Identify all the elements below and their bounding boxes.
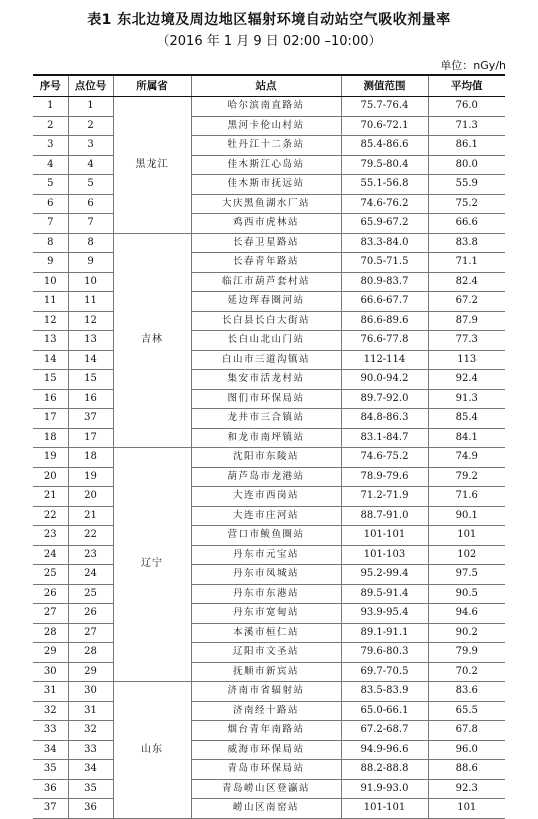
- cell-seq: 2: [33, 116, 68, 136]
- cell-range: 70.6-72.1: [341, 116, 428, 136]
- cell-seq: 3: [33, 136, 68, 156]
- cell-station: 崂山区南窑站: [191, 799, 341, 819]
- cell-station: 营口市鲅鱼圈站: [191, 526, 341, 546]
- table-row: [33, 97, 505, 117]
- cell-average: 101: [428, 526, 505, 546]
- cell-average: 71.3: [428, 116, 505, 136]
- cell-site: 1: [68, 97, 113, 117]
- cell-site: 31: [68, 701, 113, 721]
- cell-range: 76.6-77.8: [341, 331, 428, 351]
- cell-seq: 18: [33, 428, 68, 448]
- cell-average: 67.2: [428, 292, 505, 312]
- table-row: [33, 701, 505, 721]
- cell-range: 83.3-84.0: [341, 233, 428, 253]
- cell-seq: 4: [33, 155, 68, 175]
- cell-range: 65.9-67.2: [341, 214, 428, 234]
- cell-seq: 22: [33, 506, 68, 526]
- cell-average: 85.4: [428, 409, 505, 429]
- cell-seq: 16: [33, 389, 68, 409]
- cell-range: 74.6-75.2: [341, 448, 428, 468]
- cell-seq: 1: [33, 97, 68, 117]
- table-row: [33, 331, 505, 351]
- cell-average: 96.0: [428, 740, 505, 760]
- cell-range: 91.9-93.0: [341, 779, 428, 799]
- cell-site: 4: [68, 155, 113, 175]
- cell-seq: 25: [33, 565, 68, 585]
- cell-site: 33: [68, 740, 113, 760]
- cell-site: 17: [68, 428, 113, 448]
- cell-range: 86.6-89.6: [341, 311, 428, 331]
- cell-average: 82.4: [428, 272, 505, 292]
- table-row: [33, 662, 505, 682]
- cell-station: 丹东市宽甸站: [191, 604, 341, 624]
- cell-station: 济南经十路站: [191, 701, 341, 721]
- cell-average: 77.3: [428, 331, 505, 351]
- cell-station: 威海市环保局站: [191, 740, 341, 760]
- cell-seq: 23: [33, 526, 68, 546]
- table-row: [33, 545, 505, 565]
- cell-seq: 21: [33, 487, 68, 507]
- table-row: [33, 623, 505, 643]
- cell-station: 黑河卡伦山村站: [191, 116, 341, 136]
- cell-average: 92.3: [428, 779, 505, 799]
- cell-range: 90.0-94.2: [341, 370, 428, 390]
- cell-station: 白山市三道沟镇站: [191, 350, 341, 370]
- cell-site: 32: [68, 721, 113, 741]
- cell-range: 80.9-83.7: [341, 272, 428, 292]
- cell-site: 23: [68, 545, 113, 565]
- cell-province: 山东: [113, 682, 191, 819]
- cell-average: 76.0: [428, 97, 505, 117]
- table-title: 表1 东北边境及周边地区辐射环境自动站空气吸收剂量率: [87, 12, 451, 28]
- cell-site: 18: [68, 448, 113, 468]
- table-row: [33, 253, 505, 273]
- table-body: [33, 97, 505, 819]
- table-row: [33, 467, 505, 487]
- cell-seq: 8: [33, 233, 68, 253]
- cell-range: 79.6-80.3: [341, 643, 428, 663]
- table-row: [33, 584, 505, 604]
- cell-site: 34: [68, 760, 113, 780]
- cell-range: 89.5-91.4: [341, 584, 428, 604]
- cell-station: 丹东市元宝站: [191, 545, 341, 565]
- cell-station: 大庆黑鱼湖水厂站: [191, 194, 341, 214]
- cell-seq: 30: [33, 662, 68, 682]
- cell-seq: 15: [33, 370, 68, 390]
- table-row: [33, 214, 505, 234]
- table-row: [33, 565, 505, 585]
- cell-range: 85.4-86.6: [341, 136, 428, 156]
- cell-station: 青岛市环保局站: [191, 760, 341, 780]
- cell-station: 长白县长白大街站: [191, 311, 341, 331]
- cell-station: 长春青年路站: [191, 253, 341, 273]
- cell-range: 65.0-66.1: [341, 701, 428, 721]
- cell-seq: 7: [33, 214, 68, 234]
- table-row: [33, 292, 505, 312]
- cell-range: 95.2-99.4: [341, 565, 428, 585]
- table-row: [33, 428, 505, 448]
- cell-station: 辽阳市文圣站: [191, 643, 341, 663]
- cell-site: 24: [68, 565, 113, 585]
- cell-average: 79.2: [428, 467, 505, 487]
- cell-station: 丹东市东港站: [191, 584, 341, 604]
- cell-seq: 32: [33, 701, 68, 721]
- cell-seq: 26: [33, 584, 68, 604]
- table-row: [33, 389, 505, 409]
- cell-average: 80.0: [428, 155, 505, 175]
- cell-seq: 20: [33, 467, 68, 487]
- table-row: [33, 526, 505, 546]
- cell-range: 101-101: [341, 799, 428, 819]
- cell-station: 和龙市南坪镇站: [191, 428, 341, 448]
- cell-station: 丹东市凤城站: [191, 565, 341, 585]
- cell-average: 65.5: [428, 701, 505, 721]
- cell-seq: 14: [33, 350, 68, 370]
- cell-average: 88.6: [428, 760, 505, 780]
- header-site: 点位号: [68, 75, 113, 97]
- cell-station: 临江市葫芦套村站: [191, 272, 341, 292]
- cell-average: 102: [428, 545, 505, 565]
- cell-range: 101-101: [341, 526, 428, 546]
- cell-site: 30: [68, 682, 113, 702]
- table-row: [33, 721, 505, 741]
- cell-average: 79.9: [428, 643, 505, 663]
- cell-average: 90.5: [428, 584, 505, 604]
- table-row: [33, 233, 505, 253]
- cell-site: 22: [68, 526, 113, 546]
- table-row: [33, 604, 505, 624]
- cell-seq: 27: [33, 604, 68, 624]
- cell-site: 14: [68, 350, 113, 370]
- cell-range: 112-114: [341, 350, 428, 370]
- cell-site: 21: [68, 506, 113, 526]
- cell-range: 88.7-91.0: [341, 506, 428, 526]
- table-row: [33, 740, 505, 760]
- cell-site: 28: [68, 643, 113, 663]
- cell-site: 36: [68, 799, 113, 819]
- cell-average: 97.5: [428, 565, 505, 585]
- cell-station: 龙井市三合镇站: [191, 409, 341, 429]
- cell-station: 长白山北山门站: [191, 331, 341, 351]
- cell-site: 26: [68, 604, 113, 624]
- cell-range: 74.6-76.2: [341, 194, 428, 214]
- cell-range: 83.1-84.7: [341, 428, 428, 448]
- cell-average: 66.6: [428, 214, 505, 234]
- cell-average: 113: [428, 350, 505, 370]
- cell-seq: 29: [33, 643, 68, 663]
- cell-seq: 13: [33, 331, 68, 351]
- cell-seq: 11: [33, 292, 68, 312]
- cell-range: 83.5-83.9: [341, 682, 428, 702]
- table-row: [33, 175, 505, 195]
- table-row: [33, 136, 505, 156]
- header-seq: 序号: [33, 75, 68, 97]
- cell-station: 大连市庄河站: [191, 506, 341, 526]
- cell-site: 7: [68, 214, 113, 234]
- cell-range: 93.9-95.4: [341, 604, 428, 624]
- header-province: 所属省: [113, 75, 191, 97]
- cell-average: 87.9: [428, 311, 505, 331]
- cell-site: 35: [68, 779, 113, 799]
- header-range: 测值范围: [341, 75, 428, 97]
- cell-province: 吉林: [113, 233, 191, 448]
- cell-station: 大连市西岗站: [191, 487, 341, 507]
- cell-station: 牡丹江十二条站: [191, 136, 341, 156]
- table-row: [33, 272, 505, 292]
- cell-range: 78.9-79.6: [341, 467, 428, 487]
- cell-range: 75.7-76.4: [341, 97, 428, 117]
- cell-site: 29: [68, 662, 113, 682]
- cell-seq: 12: [33, 311, 68, 331]
- cell-station: 佳木斯江心岛站: [191, 155, 341, 175]
- cell-range: 67.2-68.7: [341, 721, 428, 741]
- cell-station: 本溪市桓仁站: [191, 623, 341, 643]
- table-row: [33, 506, 505, 526]
- cell-site: 5: [68, 175, 113, 195]
- table-row: [33, 643, 505, 663]
- cell-average: 101: [428, 799, 505, 819]
- cell-average: 71.6: [428, 487, 505, 507]
- cell-seq: 34: [33, 740, 68, 760]
- cell-range: 101-103: [341, 545, 428, 565]
- table-row: [33, 350, 505, 370]
- cell-site: 37: [68, 409, 113, 429]
- table-row: [33, 487, 505, 507]
- cell-station: 集安市活龙村站: [191, 370, 341, 390]
- table-row: [33, 311, 505, 331]
- cell-seq: 31: [33, 682, 68, 702]
- cell-site: 19: [68, 467, 113, 487]
- cell-average: 94.6: [428, 604, 505, 624]
- table-header-row: [33, 75, 505, 97]
- cell-site: 9: [68, 253, 113, 273]
- cell-range: 89.1-91.1: [341, 623, 428, 643]
- cell-station: 葫芦岛市龙港站: [191, 467, 341, 487]
- cell-site: 13: [68, 331, 113, 351]
- cell-site: 12: [68, 311, 113, 331]
- cell-seq: 35: [33, 760, 68, 780]
- cell-range: 71.2-71.9: [341, 487, 428, 507]
- cell-average: 83.6: [428, 682, 505, 702]
- cell-range: 69.7-70.5: [341, 662, 428, 682]
- header-average: 平均值: [428, 75, 505, 97]
- cell-seq: 10: [33, 272, 68, 292]
- cell-seq: 9: [33, 253, 68, 273]
- cell-station: 佳木斯市抚远站: [191, 175, 341, 195]
- cell-range: 84.8-86.3: [341, 409, 428, 429]
- cell-site: 10: [68, 272, 113, 292]
- table-row: [33, 448, 505, 468]
- cell-station: 烟台青年南路站: [191, 721, 341, 741]
- radiation-table: [33, 74, 505, 819]
- cell-range: 79.5-80.4: [341, 155, 428, 175]
- cell-average: 90.1: [428, 506, 505, 526]
- table-row: [33, 409, 505, 429]
- cell-average: 71.1: [428, 253, 505, 273]
- table-row: [33, 760, 505, 780]
- table-row: [33, 799, 505, 819]
- cell-seq: 24: [33, 545, 68, 565]
- cell-station: 济南市省辐射站: [191, 682, 341, 702]
- cell-site: 2: [68, 116, 113, 136]
- table-subtitle: （2016 年 1 月 9 日 02:00 –10:00）: [156, 34, 382, 49]
- cell-average: 67.8: [428, 721, 505, 741]
- cell-province: 黑龙江: [113, 97, 191, 234]
- cell-average: 90.2: [428, 623, 505, 643]
- cell-range: 89.7-92.0: [341, 389, 428, 409]
- cell-average: 75.2: [428, 194, 505, 214]
- cell-site: 25: [68, 584, 113, 604]
- cell-range: 94.9-96.6: [341, 740, 428, 760]
- cell-average: 70.2: [428, 662, 505, 682]
- table-row: [33, 194, 505, 214]
- cell-station: 长春卫星路站: [191, 233, 341, 253]
- cell-site: 16: [68, 389, 113, 409]
- cell-seq: 17: [33, 409, 68, 429]
- table-row: [33, 155, 505, 175]
- cell-seq: 37: [33, 799, 68, 819]
- table-row: [33, 682, 505, 702]
- cell-station: 图们市环保局站: [191, 389, 341, 409]
- cell-station: 哈尔滨南直路站: [191, 97, 341, 117]
- cell-site: 6: [68, 194, 113, 214]
- cell-average: 86.1: [428, 136, 505, 156]
- cell-site: 11: [68, 292, 113, 312]
- cell-seq: 36: [33, 779, 68, 799]
- cell-average: 74.9: [428, 448, 505, 468]
- cell-station: 抚顺市新宾站: [191, 662, 341, 682]
- cell-site: 15: [68, 370, 113, 390]
- cell-range: 70.5-71.5: [341, 253, 428, 273]
- cell-site: 8: [68, 233, 113, 253]
- cell-average: 55.9: [428, 175, 505, 195]
- cell-seq: 28: [33, 623, 68, 643]
- cell-seq: 6: [33, 194, 68, 214]
- cell-station: 沈阳市东陵站: [191, 448, 341, 468]
- cell-site: 3: [68, 136, 113, 156]
- header-station: 站点: [191, 75, 341, 97]
- cell-average: 91.3: [428, 389, 505, 409]
- unit-label: 单位：nGy/h: [440, 59, 506, 72]
- cell-average: 92.4: [428, 370, 505, 390]
- table-row: [33, 779, 505, 799]
- cell-station: 鸡西市虎林站: [191, 214, 341, 234]
- cell-seq: 19: [33, 448, 68, 468]
- cell-station: 延边珲春圈河站: [191, 292, 341, 312]
- cell-station: 青岛崂山区登瀛站: [191, 779, 341, 799]
- cell-range: 55.1-56.8: [341, 175, 428, 195]
- cell-average: 83.8: [428, 233, 505, 253]
- cell-site: 27: [68, 623, 113, 643]
- cell-range: 88.2-88.8: [341, 760, 428, 780]
- table-row: [33, 370, 505, 390]
- cell-average: 84.1: [428, 428, 505, 448]
- cell-seq: 33: [33, 721, 68, 741]
- cell-province: 辽宁: [113, 448, 191, 682]
- cell-range: 66.6-67.7: [341, 292, 428, 312]
- cell-site: 20: [68, 487, 113, 507]
- cell-seq: 5: [33, 175, 68, 195]
- table-row: [33, 116, 505, 136]
